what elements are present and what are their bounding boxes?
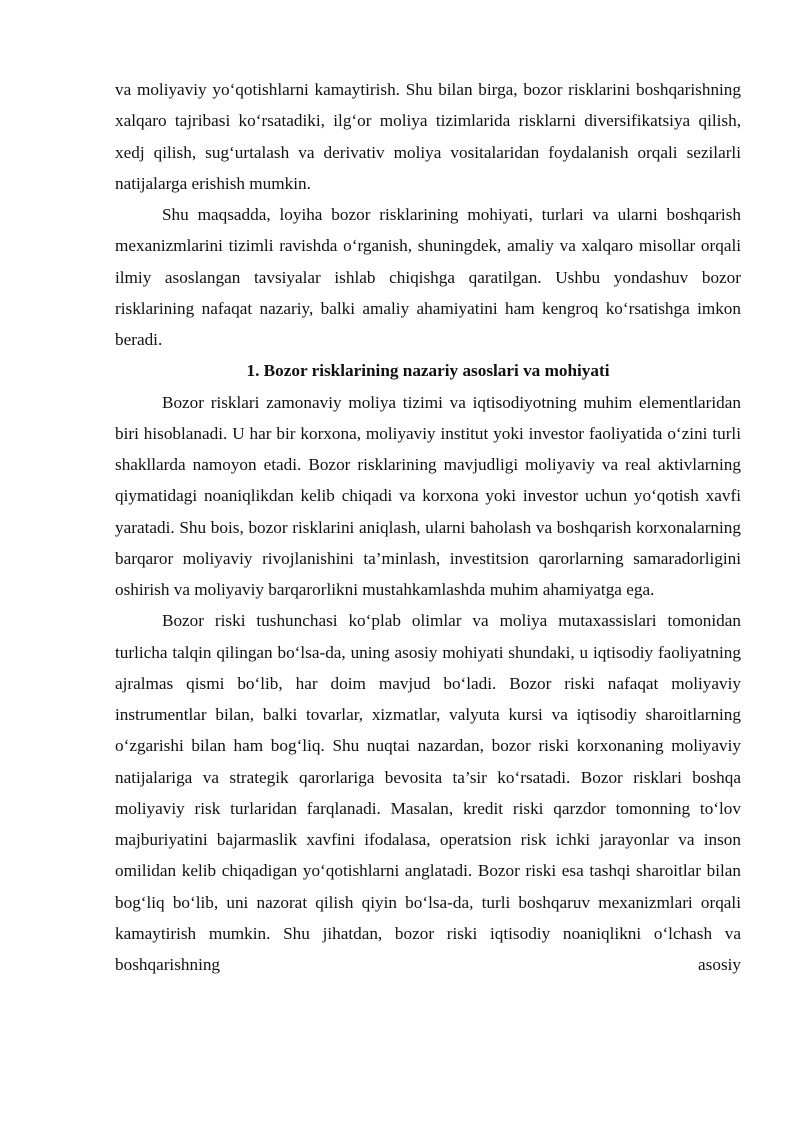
paragraph-market-risk-importance: Bozor risklari zamonaviy moliya tizimi va iqtisodiyotning muhim elementlaridan biri hisoblanadi. U har bir korxona, moliyaviy institut yoki investor faoliyatida o‘zini turli shakllarda namoyon etadi. Bozor risklarining mavjudligi moliyaviy va real aktivlarning qiymatidagi noaniqlikdan kelib chiqadi va korxona yoki investor uchun yo‘qotish xavfi yaratadi. Shu bois, bozor risklarini aniqlash, ularni baholash va boshqarish korxonalarning barqaror moliyaviy rivojlanishini ta’minlash, investitsion qarorlarning samaradorligini oshirish va moliyaviy barqarorlikni mustahkamlashda muhim ahamiyatga ega. [115, 392, 741, 599]
paragraph-continuation: va moliyaviy yo‘qotishlarni kamaytirish. Shu bilan birga, bozor risklarini boshqarishning xalqaro tajribasi ko‘rsatadiki, ilg‘or moliya tizimlarida risklarni diversifikatsiya qilish, xedj qilish, sug‘urtalash va derivativ moliya vositalaridan foydalanish orqali sezilarli natijalarga erishish mumkin. [115, 80, 741, 193]
paragraph-project-purpose: Shu maqsadda, loyiha bozor risklarining mohiyati, turlari va ularni boshqarish mexanizmlarini tizimli ravishda o‘rganish, shuningdek, amaliy va xalqaro misollar orqali ilmiy asoslangan tavsiyalar ishlab chiqishga qaratilgan. Ushbu yondashuv bozor risklarining nafaqat nazariy, balki amaliy ahamiyatini ham kengroq ko‘rsatishga imkon beradi. [115, 205, 741, 349]
document-body [115, 74, 741, 980]
section-heading: 1. Bozor risklarining nazariy asoslari va mohiyati [246, 361, 610, 381]
paragraph-market-risk-concept: Bozor riski tushunchasi ko‘plab olimlar va moliya mutaxassislari tomonidan turlicha talqin qilingan bo‘lsa-da, uning asosiy mohiyati shundaki, u iqtisodiy faoliyatning ajralmas qismi bo‘lib, har doim mavjud bo‘ladi. Bozor riski nafaqat moliyaviy instrumentlar bilan, balki tovarlar, xizmatlar, valyuta kursi va iqtisodiy sharoitlarning o‘zgarishi bilan ham bog‘liq. Shu nuqtai nazardan, bozor riski korxonaning moliyaviy natijalariga va strategik qarorlariga bevosita ta’sir ko‘rsatadi. Bozor risklari boshqa moliyaviy risk turlaridan farqlanadi. Masalan, kredit riski qarzdor tomonning to‘lov majburiyatini bajarmaslik xavfini ifodalasa, operatsion risk ichki jarayonlar va inson omilidan kelib chiqadigan yo‘qotishlarni anglatadi. Bozor riski esa tashqi sharoitlar bilan bog‘liq bo‘lib, uni nazorat qilish qiyin bo‘lsa-da, turli boshqaruv mexanizmlari orqali kamaytirish mumkin. Shu jihatdan, bozor riski iqtisodiy noaniqlikni o‘lchash va boshqarishning asosiy [115, 611, 741, 974]
